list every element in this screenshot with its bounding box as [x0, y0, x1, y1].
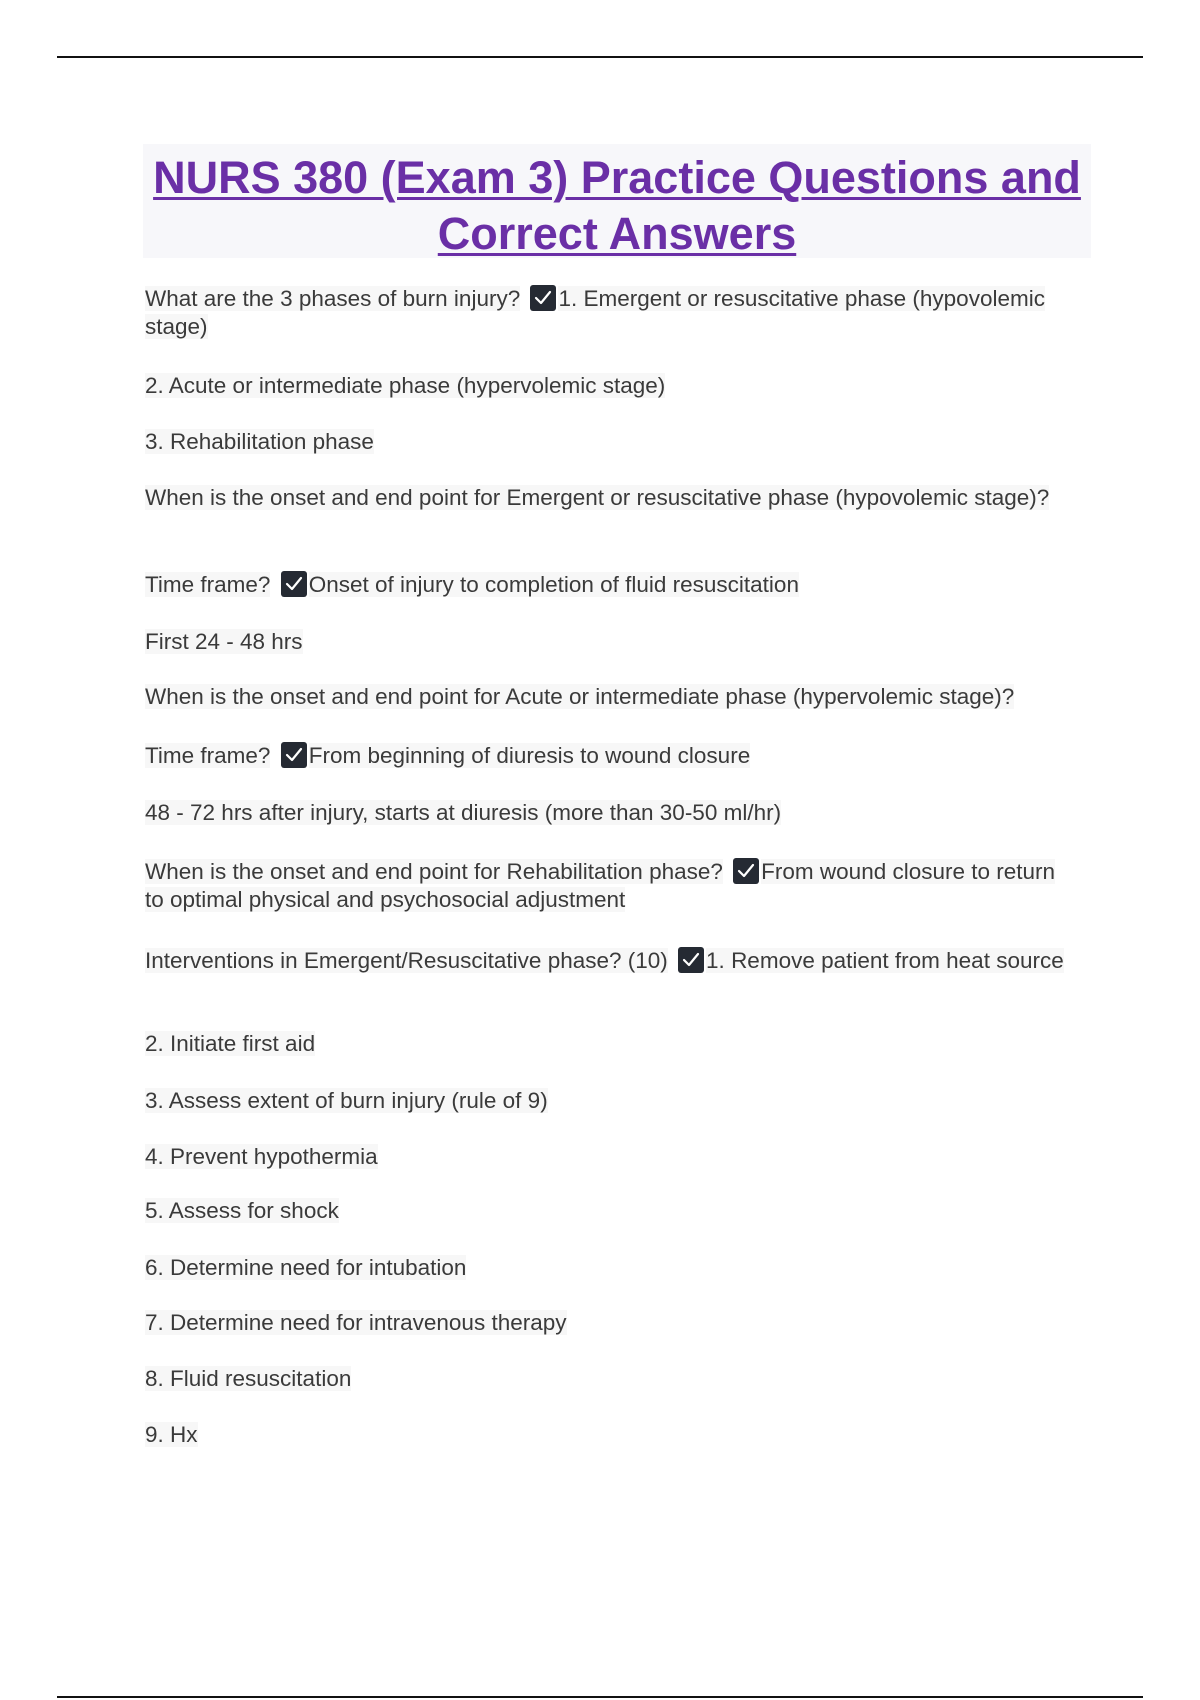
paragraph-text: When is the onset and end point for Emergent or resuscitative phase (hypovolemic stage)? — [145, 485, 1050, 510]
document-title: NURS 380 (Exam 3) Practice Questions and Correct Answers — [153, 152, 1081, 259]
paragraph — [145, 628, 1080, 656]
answer-text: From beginning of diuresis to wound closure — [308, 743, 751, 768]
paragraph-text: 3. Assess extent of burn injury (rule of 9) — [145, 1088, 548, 1113]
paragraph-text: 6. Determine need for intubation — [145, 1255, 467, 1280]
answer-text: From wound closure to return to optimal physical and psychosocial adjustment — [145, 859, 1056, 912]
checkmark-icon — [678, 947, 704, 973]
answer-text: 1. Emergent or resuscitative phase (hypovolemic stage) — [145, 286, 1045, 339]
paragraph-text: 4. Prevent hypothermia — [145, 1144, 378, 1169]
title-box — [143, 144, 1091, 258]
paragraph-text: First 24 - 48 hrs — [145, 629, 303, 654]
question-paragraph — [145, 485, 1080, 511]
qa-paragraph — [145, 285, 1080, 341]
list-item — [145, 1087, 1080, 1115]
paragraph — [145, 799, 1080, 827]
list-item — [145, 1143, 1080, 1171]
checkmark-icon — [733, 858, 759, 884]
paragraph-text: 2. Initiate first aid — [145, 1031, 316, 1056]
list-item — [145, 1254, 1080, 1282]
list-item — [145, 1365, 1080, 1393]
checkmark-icon — [281, 571, 307, 597]
question-text: Time frame? — [145, 572, 271, 597]
paragraph-text: 48 - 72 hrs after injury, starts at diuresis (more than 30-50 ml/hr) — [145, 800, 782, 825]
qa-paragraph — [145, 947, 1080, 975]
top-rule — [57, 56, 1143, 58]
answer-text: 1. Remove patient from heat source — [706, 948, 1064, 973]
list-item — [145, 1309, 1080, 1337]
paragraph-text: 5. Assess for shock — [145, 1198, 339, 1223]
question-text: When is the onset and end point for Rehabilitation phase? — [145, 859, 723, 884]
question-text: Time frame? — [145, 743, 271, 768]
question-text: What are the 3 phases of burn injury? — [145, 286, 521, 311]
paragraph-text: 7. Determine need for intravenous therapy — [145, 1310, 567, 1335]
checkmark-icon — [281, 742, 307, 768]
paragraph-text: 9. Hx — [145, 1422, 198, 1447]
list-item — [145, 428, 1080, 456]
paragraph-text: 8. Fluid resuscitation — [145, 1366, 352, 1391]
paragraph-text: 3. Rehabilitation phase — [145, 429, 374, 454]
paragraph-text: When is the onset and end point for Acute or intermediate phase (hypervolemic stage)? — [145, 684, 1015, 709]
list-item — [145, 1421, 1080, 1449]
list-item — [145, 372, 1080, 400]
question-paragraph — [145, 683, 1105, 711]
qa-paragraph — [145, 742, 1080, 770]
qa-paragraph — [145, 858, 1080, 914]
list-item — [145, 1197, 1080, 1225]
paragraph-text: 2. Acute or intermediate phase (hypervolemic stage) — [145, 373, 666, 398]
qa-paragraph — [145, 571, 1080, 599]
bottom-rule — [57, 1696, 1143, 1698]
answer-text: Onset of injury to completion of fluid resuscitation — [308, 572, 799, 597]
checkmark-icon — [530, 285, 556, 311]
question-text: Interventions in Emergent/Resuscitative phase? (10) — [145, 948, 668, 973]
list-item — [145, 1030, 1080, 1058]
